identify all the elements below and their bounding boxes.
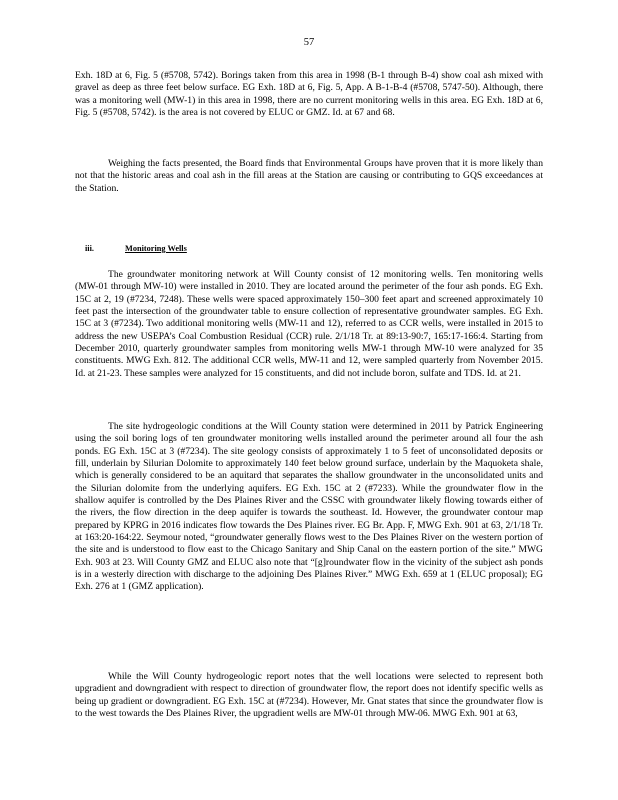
paragraph-hydrogeologic-conditions: The site hydrogeologic conditions at the Will County station were determined in 2011 by Patrick Engineering using the soil boring logs of ten groundwater monitoring wells installed around the perimeter around all four the ash ponds. EG Exh. 15C at 3 (#7234). The site geology consists of approximately 1 to 5 feet of unconsolidated deposits or fill, underlain by Silurian Dolomite to approximately 140 feet below ground surface, underlain by the Maquoketa shale, which is generally considered to be an aquitard that separates the shallow groundwater in the unconsolidated units and the Silurian dolomite from the underlying aquifers. EG Exh. 15C at 2 (#7233). While the groundwater flow in the shallow aquifer is controlled by the Des Plaines River and the CSSC with groundwater likely flowing towards either of the rivers, the flow direction in the deep aquifer is towards the southeast. Id. However, the groundwater contour map prepared by KPRG in 2016 indicates flow towards the Des Plaines river. EG Br. App. F, MWG Exh. 901 at 63, 2/1/18 Tr. at 163:20-164:22. Seymour noted, “groundwater generally flows west to the Des Plaines River on the western portion of the site and is understood to flow east to the Chicago Sanitary and Ship Canal on the eastern portion of the site.” MWG Exh. 903 at 23. Will County GMZ and ELUC also note that “[g]roundwater flow in the vicinity of the subject ash ponds is in a westerly direction with discharge to the adjoining Des Plaines River.” MWG Exh. 659 at 1 (ELUC proposal); EG Exh. 276 at 1 (GMZ application). — [75, 421, 543, 593]
paragraph-monitoring-network: The groundwater monitoring network at Will County consist of 12 monitoring wells. Ten monitoring wells (MW-01 through MW-10) were installed in 2010. They are located around the perimeter of the four ash ponds. EG Exh. 15C at 2, 19 (#7234, 7248). These wells were spaced approximately 150–300 feet apart and screened approximately 10 feet past the intersection of the groundwater table to ensure collection of representative groundwater samples. EG Exh. 15C at 3 (#7234). Two additional monitoring wells (MW-11 and 12), referred to as CCR wells, were installed in 2015 to address the new USEPA’s Coal Combustion Residual (CCR) rule. 2/1/18 Tr. at 89:13-90:7, 165:17-166:4. Starting from December 2010, quarterly groundwater samples from monitoring wells MW-1 through MW-10 were analyzed for 35 constituents. MWG Exh. 812. The additional CCR wells, MW-11 and 12, were sampled quarterly from November 2015. Id. at 21-23. These samples were analyzed for 15 constituents, and did not include boron, sulfate and TDS. Id. at 21. — [75, 269, 543, 379]
paragraph-ash-borings: Exh. 18D at 6, Fig. 5 (#5708, 5742). Borings taken from this area in 1998 (B-1 through B-4) show coal ash mixed with gravel as deep as three feet below surface. EG Exh. 18D at 6, Fig. 5, App. A B-1-B-4 (#5708, 5747-50). Although, there was a monitoring well (MW-1) in this area in 1998, there are no current monitoring wells in this area. EG Exh. 18D at 6, Fig. 5 (#5708, 5742). is the area is not covered by ELUC or GMZ. Id. at 67 and 68. — [75, 70, 543, 119]
section-number: iii. — [85, 244, 94, 253]
paragraph-upgradient-wells: While the Will County hydrogeologic report notes that the well locations were selected to represent both upgradient and downgradient with respect to direction of groundwater flow, the report does not identify specific wells as being up gradient or downgradient. EG Exh. 15C at (#7234). However, Mr. Gnat states that since the groundwater flow is to the west towards the Des Plaines River, the upgradient wells are MW-01 through MW-06. MWG Exh. 901 at 63, — [75, 671, 543, 720]
section-heading — [85, 243, 187, 255]
page-number: 57 — [303, 37, 315, 48]
paragraph-board-finding: Weighing the facts presented, the Board finds that Environmental Groups have proven that it is more likely than not that the historic areas and coal ash in the fill areas at the Station are causing or contributing to GQS exceedances at the Station. — [75, 158, 543, 194]
section-title: Monitoring Wells — [125, 244, 187, 253]
